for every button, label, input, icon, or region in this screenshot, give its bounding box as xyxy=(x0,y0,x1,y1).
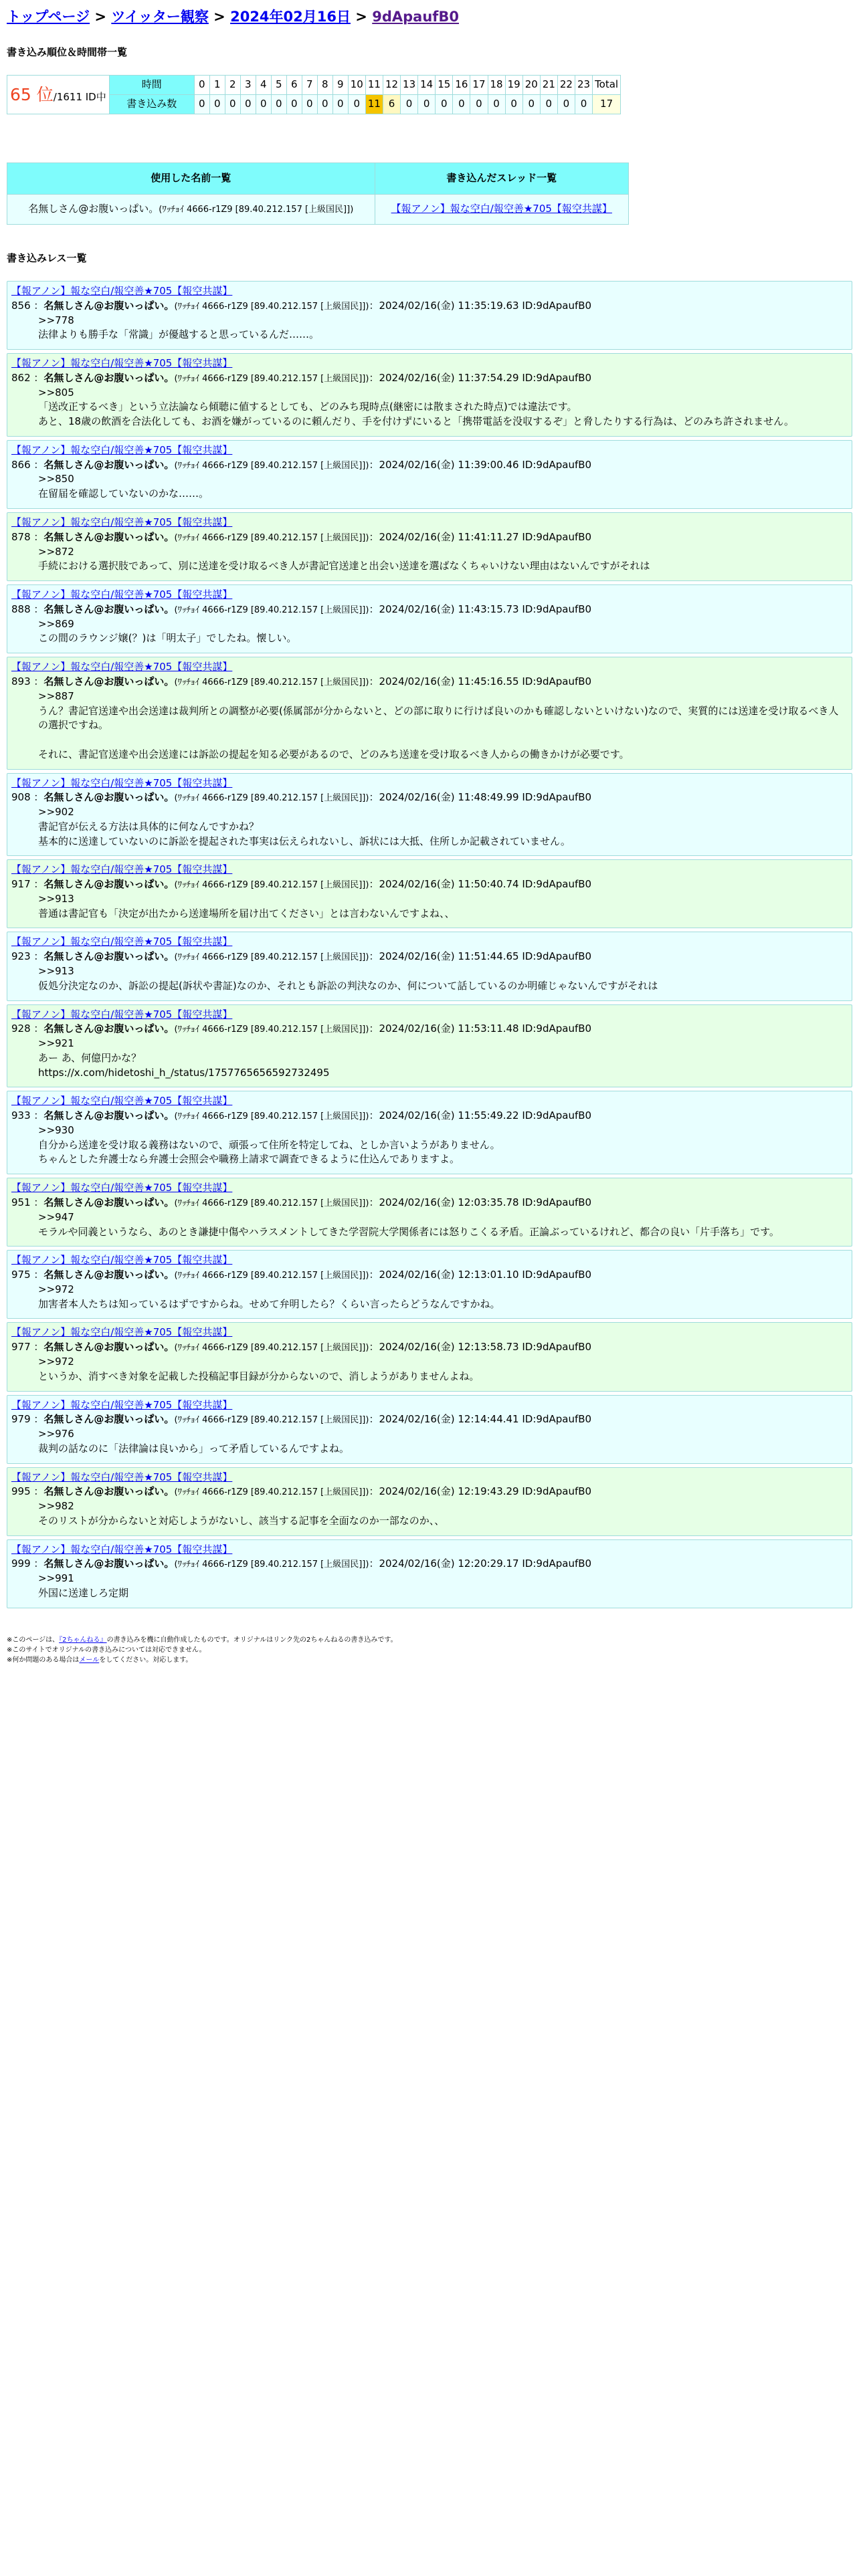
breadcrumb-separator: > xyxy=(208,9,231,25)
count-total-cell: 17 xyxy=(593,95,621,114)
post-item xyxy=(7,1395,852,1464)
breadcrumb-section-link[interactable]: ツイッター観察 xyxy=(111,9,209,25)
post-body xyxy=(38,545,848,574)
post-author-detail: (ﾜｯﾁｮｲ 4666-r1Z9 [89.40.212.157 [上級国民]]) xyxy=(174,1025,369,1035)
used-name: 名無しさん@お腹いっぱい。 xyxy=(28,203,159,215)
post-author-name: 名無しさん@お腹いっぱい。 xyxy=(43,530,175,543)
hour-cell: 8 xyxy=(317,76,332,95)
post-item xyxy=(7,1539,852,1608)
post-number: 979 xyxy=(11,1413,31,1426)
post-number: 999 xyxy=(11,1558,31,1570)
post-author-detail: (ﾜｯﾁｮｲ 4666-r1Z9 [89.40.212.157 [上級国民]]) xyxy=(174,677,369,687)
post-author-name: 名無しさん@お腹いっぱい。 xyxy=(43,791,175,804)
post-header: 928 ：名無しさん@お腹いっぱい。(ﾜｯﾁｮｲ 4666-r1Z9 [89.40.212.157 [上級国民]])：2024/02/16(金) 11:53:11.48 ID:9dApaufB0 xyxy=(11,1023,592,1035)
post-item xyxy=(7,773,852,857)
post-thread-link[interactable]: 【報アノン】報な空白/報空善★705【報空共謀】 xyxy=(11,661,233,673)
count-cell: 0 xyxy=(286,95,302,114)
post-text-line: https://x.com/hidetoshi_h_/status/1757765656592732495 xyxy=(38,1066,330,1079)
post-item xyxy=(7,353,852,437)
post-author-name: 名無しさん@お腹いっぱい。 xyxy=(43,950,175,963)
post-text-line: あー あ、何億円かな？ xyxy=(38,1051,142,1064)
used-name-cell xyxy=(7,195,375,225)
post-number: 878 xyxy=(11,530,31,543)
count-cell: 0 xyxy=(332,95,348,114)
footer-text: ※何か問題のある場合は xyxy=(7,1656,80,1664)
hour-cell: 9 xyxy=(332,76,348,95)
post-author-name: 名無しさん@お腹いっぱい。 xyxy=(43,1196,175,1208)
count-cell: 0 xyxy=(240,95,256,114)
post-body xyxy=(38,1037,848,1080)
post-item xyxy=(7,1250,852,1319)
post-body xyxy=(38,1355,848,1384)
post-item xyxy=(7,584,852,653)
post-thread-link[interactable]: 【報アノン】報な空白/報空善★705【報空共謀】 xyxy=(11,936,233,948)
hour-cell: 4 xyxy=(256,76,271,95)
post-number: 888 xyxy=(11,603,31,615)
names-table xyxy=(7,163,629,225)
post-thread-link[interactable]: 【報アノン】報な空白/報空善★705【報空共謀】 xyxy=(11,588,233,601)
post-author-name: 名無しさん@お腹いっぱい。 xyxy=(43,1109,175,1122)
hour-cell: 15 xyxy=(436,76,453,95)
post-text-line: 基本的に送達していないのに訴訟を提起された事実は伝えられないし、訴状には大抵、住所しか記載されていません。 xyxy=(38,835,571,847)
post-number: 977 xyxy=(11,1341,31,1354)
hour-cell: 19 xyxy=(505,76,522,95)
post-author-name: 名無しさん@お腹いっぱい。 xyxy=(43,1558,175,1570)
post-body xyxy=(38,1123,848,1167)
post-author-detail: (ﾜｯﾁｮｲ 4666-r1Z9 [89.40.212.157 [上級国民]]) xyxy=(174,1198,369,1208)
count-cell: 0 xyxy=(470,95,488,114)
post-header: 977 ：名無しさん@お腹いっぱい。(ﾜｯﾁｮｲ 4666-r1Z9 [89.40.212.157 [上級国民]])：2024/02/16(金) 12:13:58.73 ID:9dApaufB0 xyxy=(11,1341,592,1354)
footer-text: ※このページは、 xyxy=(7,1636,60,1644)
post-item xyxy=(7,281,852,350)
post-number: 856 xyxy=(11,299,31,312)
post-author-detail: (ﾜｯﾁｮｲ 4666-r1Z9 [89.40.212.157 [上級国民]]) xyxy=(174,880,369,891)
post-body xyxy=(38,472,848,502)
post-author-name: 名無しさん@お腹いっぱい。 xyxy=(43,1485,175,1498)
post-text-line: そのリストが分からないと対応しようがないし、該当する記事を全面なのか一部なのか、、 xyxy=(38,1514,445,1527)
count-cell: 0 xyxy=(209,95,225,114)
post-item xyxy=(7,932,852,1000)
rank-total: /1611 ID中 xyxy=(53,90,106,103)
post-meta: ：2024/02/16(金) 11:53:11.48 ID:9dApaufB0 xyxy=(369,1023,592,1035)
count-cell: 0 xyxy=(401,95,418,114)
post-header: 979 ：名無しさん@お腹いっぱい。(ﾜｯﾁｮｲ 4666-r1Z9 [89.40.212.157 [上級国民]])：2024/02/16(金) 12:14:44.41 ID:9dApaufB0 xyxy=(11,1413,592,1426)
post-item xyxy=(7,512,852,581)
post-item xyxy=(7,1091,852,1174)
post-header: 866 ：名無しさん@お腹いっぱい。(ﾜｯﾁｮｲ 4666-r1Z9 [89.40.212.157 [上級国民]])：2024/02/16(金) 11:39:00.46 ID:9dApaufB0 xyxy=(11,458,592,471)
hour-cell: 12 xyxy=(383,76,400,95)
post-reply-anchor: >>972 xyxy=(38,1356,74,1368)
post-reply-anchor: >>869 xyxy=(38,617,74,630)
post-text-line: うん？書記官送達や出会送達は裁判所との調整が必要(係属部が分からないと、どの部に取りに行けば良いのかも確認しないといけない)なので、実質的には送達を受け取るべき人の選択ですね。 xyxy=(38,704,839,732)
post-author-detail: (ﾜｯﾁｮｲ 4666-r1Z9 [89.40.212.157 [上級国民]]) xyxy=(174,1487,369,1498)
post-author-detail: (ﾜｯﾁｮｲ 4666-r1Z9 [89.40.212.157 [上級国民]]) xyxy=(174,373,369,384)
post-author-detail: (ﾜｯﾁｮｲ 4666-r1Z9 [89.40.212.157 [上級国民]]) xyxy=(174,1343,369,1354)
count-cell: 0 xyxy=(271,95,286,114)
post-reply-anchor: >>947 xyxy=(38,1210,74,1223)
post-thread-link[interactable]: 【報アノン】報な空白/報空善★705【報空共謀】 xyxy=(11,1471,233,1483)
post-body xyxy=(38,1283,848,1312)
post-thread-link[interactable]: 【報アノン】報な空白/報空善★705【報空共謀】 xyxy=(11,1326,233,1339)
post-meta: ：2024/02/16(金) 12:13:01.10 ID:9dApaufB0 xyxy=(369,1269,592,1281)
hour-cell: 5 xyxy=(271,76,286,95)
post-meta: ：2024/02/16(金) 12:20:29.17 ID:9dApaufB0 xyxy=(369,1558,592,1570)
post-meta: ：2024/02/16(金) 11:43:15.73 ID:9dApaufB0 xyxy=(369,603,592,615)
post-thread-link[interactable]: 【報アノン】報な空白/報空善★705【報空共謀】 xyxy=(11,1398,233,1411)
post-reply-anchor: >>902 xyxy=(38,806,74,819)
post-item xyxy=(7,657,852,769)
post-header: 893 ：名無しさん@お腹いっぱい。(ﾜｯﾁｮｲ 4666-r1Z9 [89.40.212.157 [上級国民]])：2024/02/16(金) 11:45:16.55 ID:9dApaufB0 xyxy=(11,675,592,687)
post-item xyxy=(7,1178,852,1247)
hour-cell: 21 xyxy=(540,76,557,95)
post-meta: ：2024/02/16(金) 12:13:58.73 ID:9dApaufB0 xyxy=(369,1341,592,1354)
post-reply-anchor: >>913 xyxy=(38,965,74,978)
post-header: 999 ：名無しさん@お腹いっぱい。(ﾜｯﾁｮｲ 4666-r1Z9 [89.40.212.157 [上級国民]])：2024/02/16(金) 12:20:29.17 ID:9dApaufB0 xyxy=(11,1558,592,1570)
post-body xyxy=(38,892,848,922)
post-body xyxy=(38,1210,848,1240)
post-text-line: 仮処分決定なのか、訴訟の提起(訴状や書証)なのか、それとも訴訟の判決なのか、何について話しているのか明確じゃないんですがそれは xyxy=(38,979,658,992)
post-thread-link[interactable]: 【報アノン】報な空白/報空善★705【報空共謀】 xyxy=(11,1182,233,1194)
hour-cell: 22 xyxy=(557,76,575,95)
post-text-line: 普通は書記官も「決定が出たから送達場所を届け出てください」とは言わないんですよね、、 xyxy=(38,907,455,920)
count-cell: 0 xyxy=(302,95,317,114)
post-meta: ：2024/02/16(金) 11:39:00.46 ID:9dApaufB0 xyxy=(369,458,592,471)
post-meta: ：2024/02/16(金) 12:19:43.29 ID:9dApaufB0 xyxy=(369,1485,592,1498)
post-reply-anchor: >>976 xyxy=(38,1428,74,1440)
footer xyxy=(7,1635,852,1665)
footer-text: の書き込みを機に自動作成したものです。オリジナルはリンク先の2ちゃんねるの書き込みです。 xyxy=(106,1636,397,1644)
hour-cell: 2 xyxy=(225,76,240,95)
post-number: 866 xyxy=(11,458,31,471)
post-thread-link[interactable]: 【報アノン】報な空白/報空善★705【報空共謀】 xyxy=(11,1254,233,1267)
post-thread-link[interactable]: 【報アノン】報な空白/報空善★705【報空共謀】 xyxy=(11,443,233,456)
post-text-line: ちゃんとした弁護士なら弁護士会照会や職務上請求で調査できるように仕込んでありますよ。 xyxy=(38,1153,460,1166)
post-body xyxy=(38,314,848,343)
used-name-detail: (ﾜｯﾁｮｲ 4666-r1Z9 [89.40.212.157 [上級国民]]) xyxy=(159,205,354,215)
post-body xyxy=(38,1499,848,1529)
post-author-detail: (ﾜｯﾁｮｲ 4666-r1Z9 [89.40.212.157 [上級国民]]) xyxy=(174,1271,369,1281)
hour-cell: 16 xyxy=(453,76,470,95)
breadcrumb-separator: > xyxy=(90,9,112,25)
post-author-name: 名無しさん@お腹いっぱい。 xyxy=(43,603,175,615)
post-author-name: 名無しさん@お腹いっぱい。 xyxy=(43,458,175,471)
post-meta: ：2024/02/16(金) 11:50:40.74 ID:9dApaufB0 xyxy=(369,878,592,891)
breadcrumb-top-link[interactable]: トップページ xyxy=(7,9,90,25)
count-row-label: 書き込み数 xyxy=(109,95,194,114)
count-cell: 6 xyxy=(383,95,400,114)
hour-total-header: Total xyxy=(593,76,621,95)
post-text-line: モラルや同義というなら、あのとき謙捷中傷やハラスメントしてきた学習院大学関係者には怒りこくる矛盾。正論ぶっているけれど、都合の良い「片手落ち」です。 xyxy=(38,1225,779,1238)
post-text-line: 手続における選択肢であって、別に送達を受け取るべき人が書記官送達と出会い送達を選ばなくちゃいけない理由はないんですがそれは xyxy=(38,560,650,572)
post-text-line: 外国に送達しろ定期 xyxy=(38,1587,129,1600)
post-reply-anchor: >>930 xyxy=(38,1123,74,1136)
post-thread-link[interactable]: 【報アノン】報な空白/報空善★705【報空共謀】 xyxy=(11,863,233,876)
post-thread-link[interactable]: 【報アノン】報な空白/報空善★705【報空共謀】 xyxy=(11,776,233,789)
post-reply-anchor: >>913 xyxy=(38,892,74,905)
names-col-header: 使用した名前一覧 xyxy=(7,163,375,195)
post-item xyxy=(7,1322,852,1391)
post-author-detail: (ﾜｯﾁｮｲ 4666-r1Z9 [89.40.212.157 [上級国民]]) xyxy=(174,952,369,963)
post-text-line: というか、消すべき対象を記載した投稿記事目録が分からないので、消しようがありませんよね。 xyxy=(38,1370,480,1382)
hour-cell: 1 xyxy=(209,76,225,95)
post-text-line: 「送改正するべき」という立法論なら傾聴に値するとしても、どのみち現時点(継密には散まされた時点)では違法です。 xyxy=(38,401,577,413)
hour-cell: 14 xyxy=(418,76,436,95)
post-meta: ：2024/02/16(金) 11:37:54.29 ID:9dApaufB0 xyxy=(369,371,592,384)
count-cell: 0 xyxy=(488,95,505,114)
post-body xyxy=(38,386,848,429)
posts-section-title: 書き込みレス一覧 xyxy=(7,252,87,265)
post-number: 862 xyxy=(11,371,31,384)
post-text-line: 加害者本人たちは知っているはずですからね。せめて弁明したら？くらい言ったらどうなんですかね。 xyxy=(38,1297,500,1310)
post-number: 975 xyxy=(11,1269,31,1281)
count-cell: 0 xyxy=(540,95,557,114)
post-number: 951 xyxy=(11,1196,31,1208)
post-thread-link[interactable]: 【報アノン】報な空白/報空善★705【報空共謀】 xyxy=(11,1095,233,1107)
post-author-name: 名無しさん@お腹いっぱい。 xyxy=(43,878,175,891)
count-cell: 0 xyxy=(575,95,592,114)
hour-cell: 23 xyxy=(575,76,592,95)
post-text-line: それに、書記官送達や出会送達には訴訟の提起を知る必要があるので、どのみち送達を受け取るべき人からの働きかけが必要です。 xyxy=(38,748,630,760)
post-author-detail: (ﾜｯﾁｮｲ 4666-r1Z9 [89.40.212.157 [上級国民]]) xyxy=(174,301,369,312)
hour-cell: 11 xyxy=(365,76,383,95)
post-header: 908 ：名無しさん@お腹いっぱい。(ﾜｯﾁｮｲ 4666-r1Z9 [89.40.212.157 [上級国民]])：2024/02/16(金) 11:48:49.99 ID:9dApaufB0 xyxy=(11,791,592,804)
post-body xyxy=(38,1572,848,1601)
post-author-name: 名無しさん@お腹いっぱい。 xyxy=(43,675,175,687)
post-author-detail: (ﾜｯﾁｮｲ 4666-r1Z9 [89.40.212.157 [上級国民]]) xyxy=(174,793,369,804)
post-reply-anchor: >>991 xyxy=(38,1572,74,1585)
count-cell: 0 xyxy=(317,95,332,114)
post-meta: ：2024/02/16(金) 11:51:44.65 ID:9dApaufB0 xyxy=(369,950,592,963)
threads-col-header: 書き込んだスレッド一覧 xyxy=(375,163,628,195)
post-author-detail: (ﾜｯﾁｮｲ 4666-r1Z9 [89.40.212.157 [上級国民]]) xyxy=(174,605,369,615)
post-body xyxy=(38,805,848,849)
hour-cell: 10 xyxy=(348,76,365,95)
post-header: 975 ：名無しさん@お腹いっぱい。(ﾜｯﾁｮｲ 4666-r1Z9 [89.40.212.157 [上級国民]])：2024/02/16(金) 12:13:01.10 ID:9dApaufB0 xyxy=(11,1269,592,1281)
post-meta: ：2024/02/16(金) 11:35:19.63 ID:9dApaufB0 xyxy=(369,299,592,312)
post-thread-link[interactable]: 【報アノン】報な空白/報空善★705【報空共謀】 xyxy=(11,357,233,370)
count-cell: 0 xyxy=(522,95,540,114)
post-reply-anchor: >>778 xyxy=(38,314,74,326)
post-text-line: 在留届を確認していないのかな……。 xyxy=(38,488,209,500)
post-number: 893 xyxy=(11,675,31,687)
post-body xyxy=(38,617,848,647)
hour-cell: 20 xyxy=(522,76,540,95)
post-header: 917 ：名無しさん@お腹いっぱい。(ﾜｯﾁｮｲ 4666-r1Z9 [89.40.212.157 [上級国民]])：2024/02/16(金) 11:50:40.74 ID:9dApaufB0 xyxy=(11,878,592,891)
footer-text: をしてください。対応します。 xyxy=(99,1656,193,1664)
hour-cell: 6 xyxy=(286,76,302,95)
post-header: 888 ：名無しさん@お腹いっぱい。(ﾜｯﾁｮｲ 4666-r1Z9 [89.40.212.157 [上級国民]])：2024/02/16(金) 11:43:15.73 ID:9dApaufB0 xyxy=(11,603,592,615)
post-thread-link[interactable]: 【報アノン】報な空白/報空善★705【報空共謀】 xyxy=(11,1008,233,1021)
hour-cell: 18 xyxy=(488,76,505,95)
post-number: 923 xyxy=(11,950,31,963)
hour-cell: 3 xyxy=(240,76,256,95)
hour-cell: 0 xyxy=(194,76,209,95)
post-text-line: 書記官が伝える方法は具体的に何なんですかね？ xyxy=(38,820,260,833)
post-number: 995 xyxy=(11,1485,31,1498)
hour-cell: 7 xyxy=(302,76,317,95)
post-reply-anchor: >>850 xyxy=(38,473,74,486)
post-author-name: 名無しさん@お腹いっぱい。 xyxy=(43,1341,175,1354)
post-author-name: 名無しさん@お腹いっぱい。 xyxy=(43,1413,175,1426)
post-meta: ：2024/02/16(金) 11:48:49.99 ID:9dApaufB0 xyxy=(369,791,592,804)
post-header: 878 ：名無しさん@お腹いっぱい。(ﾜｯﾁｮｲ 4666-r1Z9 [89.40.212.157 [上級国民]])：2024/02/16(金) 11:41:11.27 ID:9dApaufB0 xyxy=(11,530,592,543)
post-number: 933 xyxy=(11,1109,31,1122)
post-list xyxy=(7,281,852,1608)
count-cell: 0 xyxy=(453,95,470,114)
post-meta: ：2024/02/16(金) 12:14:44.41 ID:9dApaufB0 xyxy=(369,1413,592,1426)
post-body xyxy=(38,964,848,994)
post-thread-link[interactable]: 【報アノン】報な空白/報空善★705【報空共謀】 xyxy=(11,516,233,528)
post-reply-anchor: >>921 xyxy=(38,1037,74,1050)
post-header: 951 ：名無しさん@お腹いっぱい。(ﾜｯﾁｮｲ 4666-r1Z9 [89.40.212.157 [上級国民]])：2024/02/16(金) 12:03:35.78 ID:9dApaufB0 xyxy=(11,1196,592,1208)
post-header: 862 ：名無しさん@お腹いっぱい。(ﾜｯﾁｮｲ 4666-r1Z9 [89.40.212.157 [上級国民]])：2024/02/16(金) 11:37:54.29 ID:9dApaufB0 xyxy=(11,371,592,384)
thread-cell xyxy=(375,195,628,225)
post-author-detail: (ﾜｯﾁｮｲ 4666-r1Z9 [89.40.212.157 [上級国民]]) xyxy=(174,460,369,471)
count-cell: 0 xyxy=(348,95,365,114)
post-author-detail: (ﾜｯﾁｮｲ 4666-r1Z9 [89.40.212.157 [上級国民]]) xyxy=(174,1415,369,1426)
breadcrumb-date-link[interactable]: 2024年02月16日 xyxy=(230,9,351,25)
footer-2ch-link[interactable]: 『2ちゃんねる』 xyxy=(59,1636,107,1644)
post-meta: ：2024/02/16(金) 11:41:11.27 ID:9dApaufB0 xyxy=(369,530,592,543)
post-text-line: あと、18歳の飲酒を合法化しても、お酒を嫌がっているのに頼んだり、手を付けずにいると「携帯電話を没収するぞ」と脅したりする行為は、どのみち許されません。 xyxy=(38,415,794,428)
footer-mail-link[interactable]: メール xyxy=(79,1656,100,1664)
post-text-line: 裁判の話なのに「法律論は良いから」って矛盾しているんですよね。 xyxy=(38,1442,350,1455)
post-number: 928 xyxy=(11,1023,31,1035)
hour-cell: 13 xyxy=(401,76,418,95)
post-body xyxy=(38,1427,848,1457)
post-reply-anchor: >>887 xyxy=(38,689,74,702)
breadcrumb-user-link[interactable]: 9dApaufB0 xyxy=(372,9,460,25)
post-author-name: 名無しさん@お腹いっぱい。 xyxy=(43,299,175,312)
rank-cell xyxy=(7,76,110,114)
hour-cell: 17 xyxy=(470,76,488,95)
post-item xyxy=(7,1467,852,1536)
post-thread-link[interactable]: 【報アノン】報な空白/報空善★705【報空共謀】 xyxy=(11,1543,233,1555)
post-text-line: この間のラウンジ嬢(？)は「明太子」でしたね。懐しい。 xyxy=(38,632,297,645)
post-meta: ：2024/02/16(金) 11:55:49.22 ID:9dApaufB0 xyxy=(369,1109,592,1122)
post-number: 908 xyxy=(11,791,31,804)
count-cell: 0 xyxy=(225,95,240,114)
count-cell: 0 xyxy=(505,95,522,114)
post-text-line: 自分から送達を受け取る義務はないので、頑張って住所を特定してね、としか言いようがありません。 xyxy=(38,1138,500,1151)
count-cell: 11 xyxy=(365,95,383,114)
post-header: 933 ：名無しさん@お腹いっぱい。(ﾜｯﾁｮｲ 4666-r1Z9 [89.40.212.157 [上級国民]])：2024/02/16(金) 11:55:49.22 ID:9dApaufB0 xyxy=(11,1109,592,1122)
ranking-table xyxy=(7,75,621,114)
post-author-name: 名無しさん@お腹いっぱい。 xyxy=(43,1023,175,1035)
count-cell: 0 xyxy=(436,95,453,114)
post-author-detail: (ﾜｯﾁｮｲ 4666-r1Z9 [89.40.212.157 [上級国民]]) xyxy=(174,1560,369,1570)
post-text-line: 法律よりも勝手な「常識」が優越すると思っているんだ……。 xyxy=(38,328,320,341)
rank-number: 65 位 xyxy=(10,84,54,104)
post-reply-anchor: >>982 xyxy=(38,1500,74,1513)
post-author-detail: (ﾜｯﾁｮｲ 4666-r1Z9 [89.40.212.157 [上級国民]]) xyxy=(174,532,369,543)
count-cell: 0 xyxy=(557,95,575,114)
post-body xyxy=(38,689,848,762)
post-reply-anchor: >>872 xyxy=(38,545,74,558)
post-item xyxy=(7,859,852,928)
count-cell: 0 xyxy=(418,95,436,114)
post-meta: ：2024/02/16(金) 12:03:35.78 ID:9dApaufB0 xyxy=(369,1196,592,1208)
post-reply-anchor: >>805 xyxy=(38,386,74,399)
footer-line xyxy=(7,1635,852,1645)
breadcrumb-separator: > xyxy=(351,9,373,25)
post-number: 917 xyxy=(11,878,31,891)
hour-row-label: 時間 xyxy=(109,76,194,95)
count-cell: 0 xyxy=(194,95,209,114)
post-header: 995 ：名無しさん@お腹いっぱい。(ﾜｯﾁｮｲ 4666-r1Z9 [89.40.212.157 [上級国民]])：2024/02/16(金) 12:19:43.29 ID:9dApaufB0 xyxy=(11,1485,592,1498)
post-header: 923 ：名無しさん@お腹いっぱい。(ﾜｯﾁｮｲ 4666-r1Z9 [89.40.212.157 [上級国民]])：2024/02/16(金) 11:51:44.65 ID:9dApaufB0 xyxy=(11,950,592,963)
count-cell: 0 xyxy=(256,95,271,114)
post-author-name: 名無しさん@お腹いっぱい。 xyxy=(43,371,175,384)
post-thread-link[interactable]: 【報アノン】報な空白/報空善★705【報空共謀】 xyxy=(11,284,233,297)
footer-line xyxy=(7,1655,852,1665)
post-author-detail: (ﾜｯﾁｮｲ 4666-r1Z9 [89.40.212.157 [上級国民]]) xyxy=(174,1111,369,1122)
post-item xyxy=(7,440,852,509)
post-meta: ：2024/02/16(金) 11:45:16.55 ID:9dApaufB0 xyxy=(369,675,592,687)
footer-line: ※このサイトでオリジナルの書き込みについては対応できません。 xyxy=(7,1646,206,1654)
thread-link[interactable]: 【報アノン】報な空白/報空善★705【報空共謀】 xyxy=(391,203,612,215)
post-item xyxy=(7,1004,852,1088)
ranking-section-title: 書き込み順位＆時間帯一覧 xyxy=(7,46,128,59)
breadcrumb xyxy=(7,7,852,27)
post-text-line xyxy=(38,733,848,748)
post-header: 856 ：名無しさん@お腹いっぱい。(ﾜｯﾁｮｲ 4666-r1Z9 [89.40.212.157 [上級国民]])：2024/02/16(金) 11:35:19.63 ID:9dApaufB0 xyxy=(11,299,592,312)
post-reply-anchor: >>972 xyxy=(38,1283,74,1295)
post-author-name: 名無しさん@お腹いっぱい。 xyxy=(43,1269,175,1281)
